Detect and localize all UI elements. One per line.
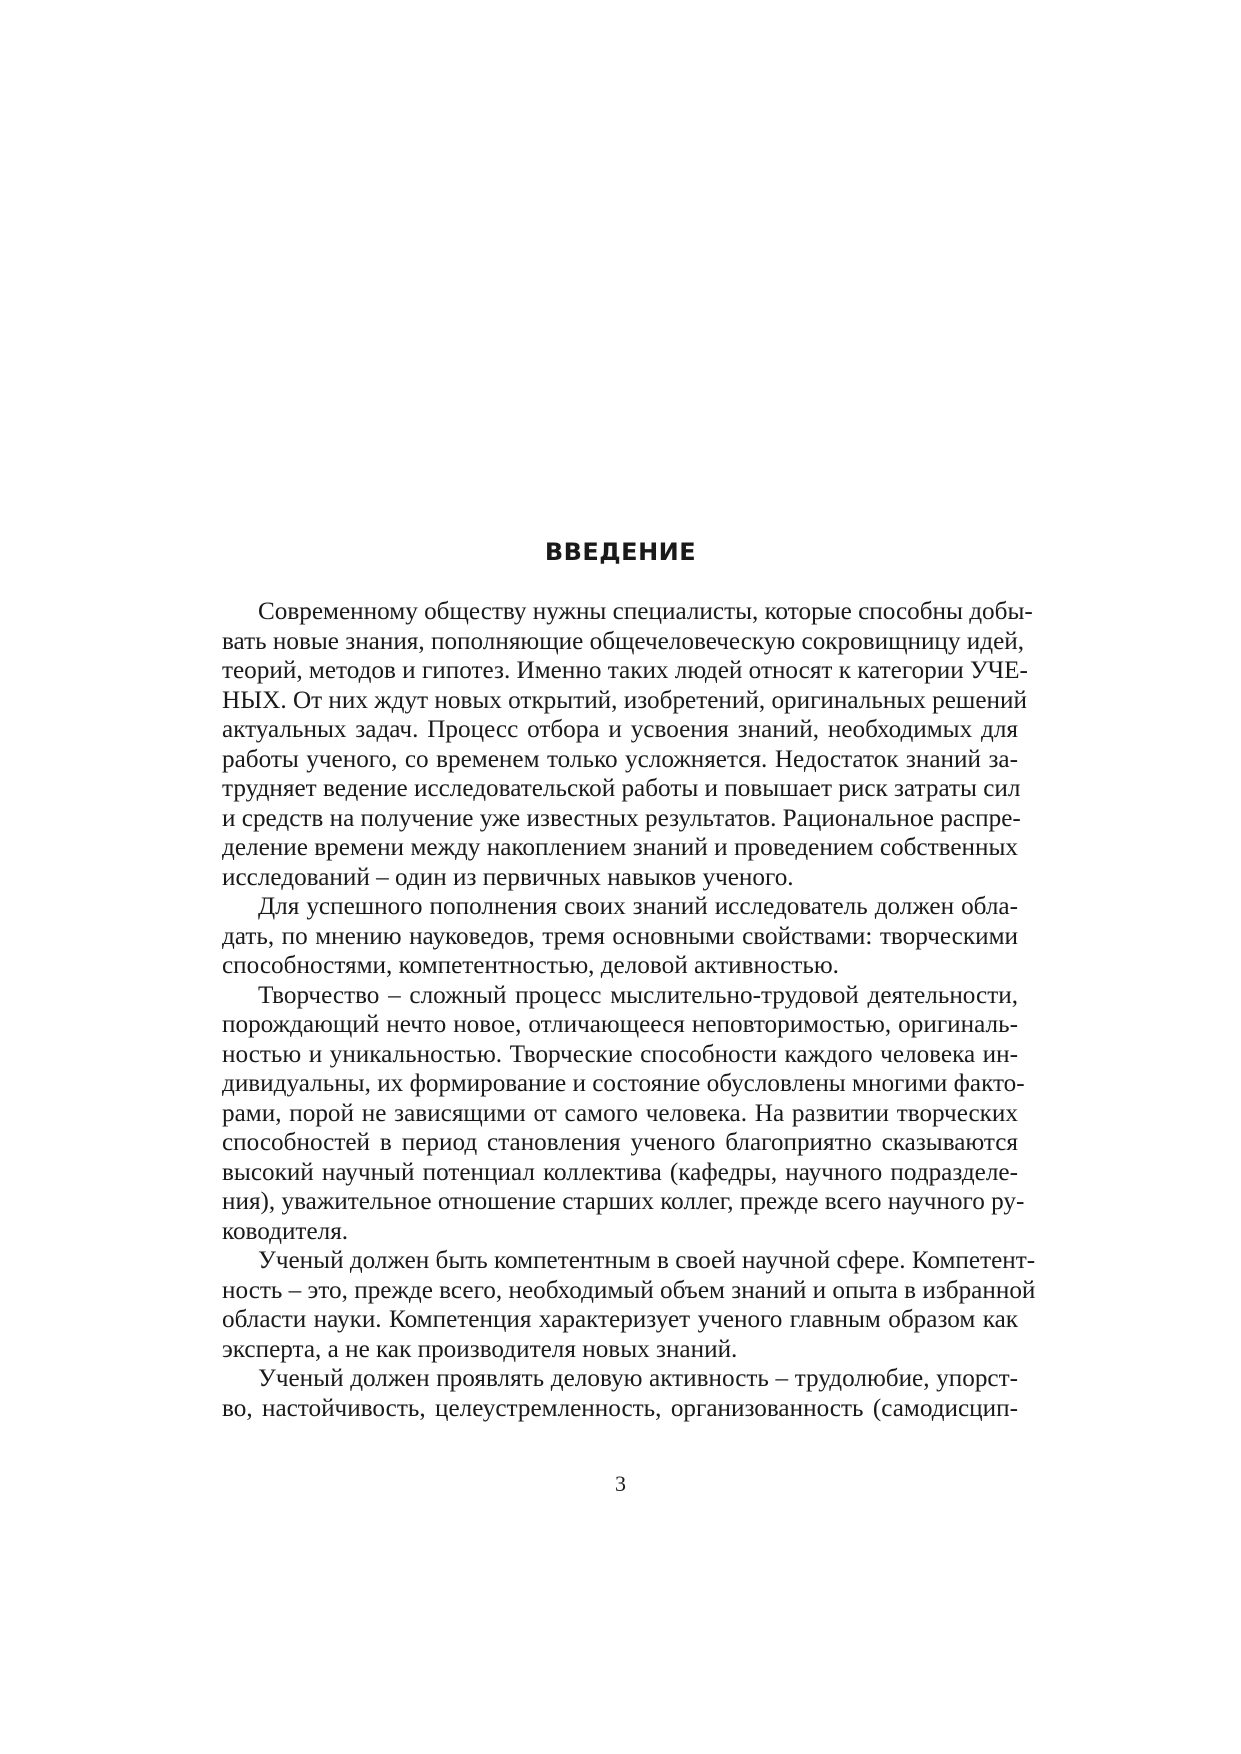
text-line: способностей в период становления ученого благоприятно сказываются — [222, 1129, 1018, 1156]
text-line: теорий, методов и гипотез. Именно таких людей относят к категории УЧЕ- — [222, 657, 1028, 684]
text-line: работы ученого, со временем только усложняется. Недостаток знаний за- — [222, 745, 1018, 773]
text-line: Ученый должен проявлять деловую активность – трудолюбие, упорст- — [258, 1365, 1018, 1392]
text-line: во, настойчивость, целеустремленность, организованность (самодисцип- — [222, 1394, 1018, 1422]
text-line: области науки. Компетенция характеризует ученого главным образом как — [222, 1306, 1018, 1333]
text-line: способностями, компетентностью, деловой активностью. — [222, 952, 839, 979]
text-line: порождающий нечто новое, отличающееся неповторимостью, оригиналь- — [222, 1011, 1018, 1038]
text-line: исследований – один из первичных навыков ученого. — [222, 863, 794, 891]
text-line: Ученый должен быть компетентным в своей научной сфере. Компетент- — [258, 1247, 1036, 1274]
body-text — [222, 597, 1036, 1423]
text-line: деление времени между накоплением знаний и проведением собственных — [222, 834, 1018, 861]
text-line: актуальных задач. Процесс отбора и усвоения знаний, необходимых для — [222, 716, 1018, 743]
text-line: Творчество – сложный процесс мыслительно-трудовой деятельности, — [258, 981, 1018, 1009]
text-line: эксперта, а не как производителя новых знаний. — [222, 1335, 738, 1363]
text-line: рами, порой не зависящими от самого человека. На развитии творческих — [222, 1099, 1018, 1127]
text-line: дать, по мнению науковедов, тремя основными свойствами: творческими — [222, 922, 1018, 950]
text-line: и средств на получение уже известных результатов. Рациональное распре- — [222, 804, 1021, 832]
text-line: Для успешного пополнения своих знаний исследователь должен обла- — [258, 893, 1018, 920]
text-line: трудняет ведение исследовательской работы и повышает риск затраты сил — [222, 775, 1021, 802]
text-line: Современному обществу нужны специалисты, которые способны добы- — [258, 598, 1033, 625]
section-heading: ВВЕДЕНИЕ — [544, 538, 697, 566]
text-line: дивидуальны, их формирование и состояние обусловлены многими факто- — [222, 1070, 1025, 1097]
text-line: ководителя. — [222, 1217, 349, 1245]
text-line: высокий научный потенциал коллектива (кафедры, научного подразделе- — [222, 1158, 1018, 1186]
text-line: ность – это, прежде всего, необходимый объем знаний и опыта в избранной — [222, 1276, 1036, 1304]
text-line: ностью и уникальностью. Творческие способности каждого человека ин- — [222, 1040, 1018, 1068]
text-line: вать новые знания, пополняющие общечеловеческую сокровищницу идей, — [222, 627, 1025, 655]
text-line: НЫХ. От них ждут новых открытий, изобретений, оригинальных решений — [222, 686, 1027, 714]
page-number: 3 — [615, 1471, 626, 1496]
text-line: ния), уважительное отношение старших коллег, прежде всего научного ру- — [222, 1188, 1025, 1215]
